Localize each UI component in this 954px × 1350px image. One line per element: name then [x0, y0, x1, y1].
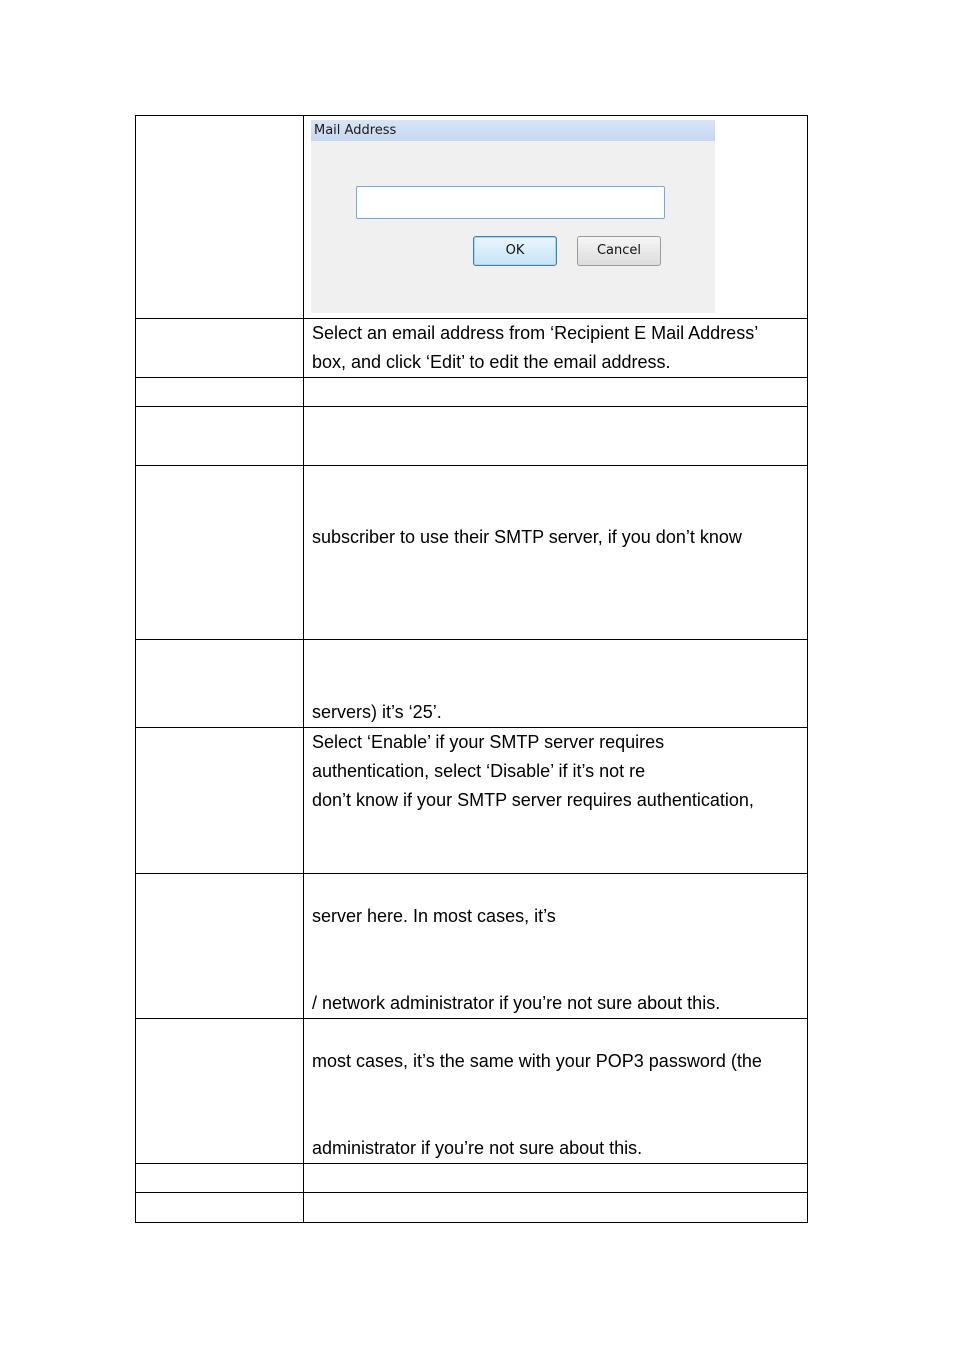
smtp-server-description-line: subscriber to use their SMTP server, if you don’t know — [312, 527, 742, 547]
table-row — [136, 1019, 808, 1164]
description-cell — [304, 378, 808, 407]
table-row — [136, 466, 808, 640]
label-cell — [136, 466, 304, 640]
edit-description-line2: box, and click ‘Edit’ to edit the email address. — [312, 352, 671, 372]
table-row — [136, 407, 808, 466]
smtp-account-description-line2: / network administrator if you’re not sure about this. — [312, 993, 721, 1013]
label-cell — [136, 1193, 304, 1223]
description-cell — [304, 116, 808, 319]
ok-button[interactable]: OK — [473, 236, 557, 266]
table-row — [136, 728, 808, 874]
label-cell — [136, 407, 304, 466]
dialog-title: Mail Address — [311, 120, 715, 141]
description-cell — [304, 874, 808, 1019]
description-cell — [304, 1193, 808, 1223]
table-row — [136, 1164, 808, 1193]
smtp-auth-description-line1: Select ‘Enable’ if your SMTP server requires — [312, 732, 665, 752]
description-cell — [304, 1019, 808, 1164]
label-cell — [136, 640, 304, 728]
cancel-button[interactable]: Cancel — [577, 236, 661, 266]
settings-table — [135, 115, 808, 1223]
label-cell — [136, 1164, 304, 1193]
edit-description-line1: Select an email address from ‘Recipient E Mail Address’ — [312, 323, 759, 343]
table-row — [136, 116, 808, 319]
description-cell — [304, 640, 808, 728]
table-row — [136, 378, 808, 407]
smtp-auth-description-line3: don’t know if your SMTP server requires authentication, — [312, 790, 754, 810]
label-cell — [136, 874, 304, 1019]
description-cell — [304, 728, 808, 874]
table-row — [136, 319, 808, 378]
description-cell — [304, 319, 808, 378]
table-row — [136, 1193, 808, 1223]
description-cell — [304, 466, 808, 640]
table-row — [136, 640, 808, 728]
label-cell — [136, 116, 304, 319]
label-cell — [136, 378, 304, 407]
description-cell — [304, 1164, 808, 1193]
table-row — [136, 874, 808, 1019]
description-cell — [304, 407, 808, 466]
label-cell — [136, 728, 304, 874]
label-cell — [136, 319, 304, 378]
smtp-auth-description-line2: authentication, select ‘Disable’ if it’s not re — [312, 761, 646, 781]
smtp-password-description-line2: administrator if you’re not sure about this. — [312, 1138, 643, 1158]
mail-address-dialog — [311, 120, 715, 313]
smtp-password-description-line1: most cases, it’s the same with your POP3 password (the — [312, 1051, 762, 1071]
mail-address-input[interactable] — [356, 186, 665, 219]
smtp-port-description-line: servers) it’s ‘25’. — [312, 702, 442, 722]
label-cell — [136, 1019, 304, 1164]
smtp-account-description-line1: server here. In most cases, it’s — [312, 906, 556, 926]
